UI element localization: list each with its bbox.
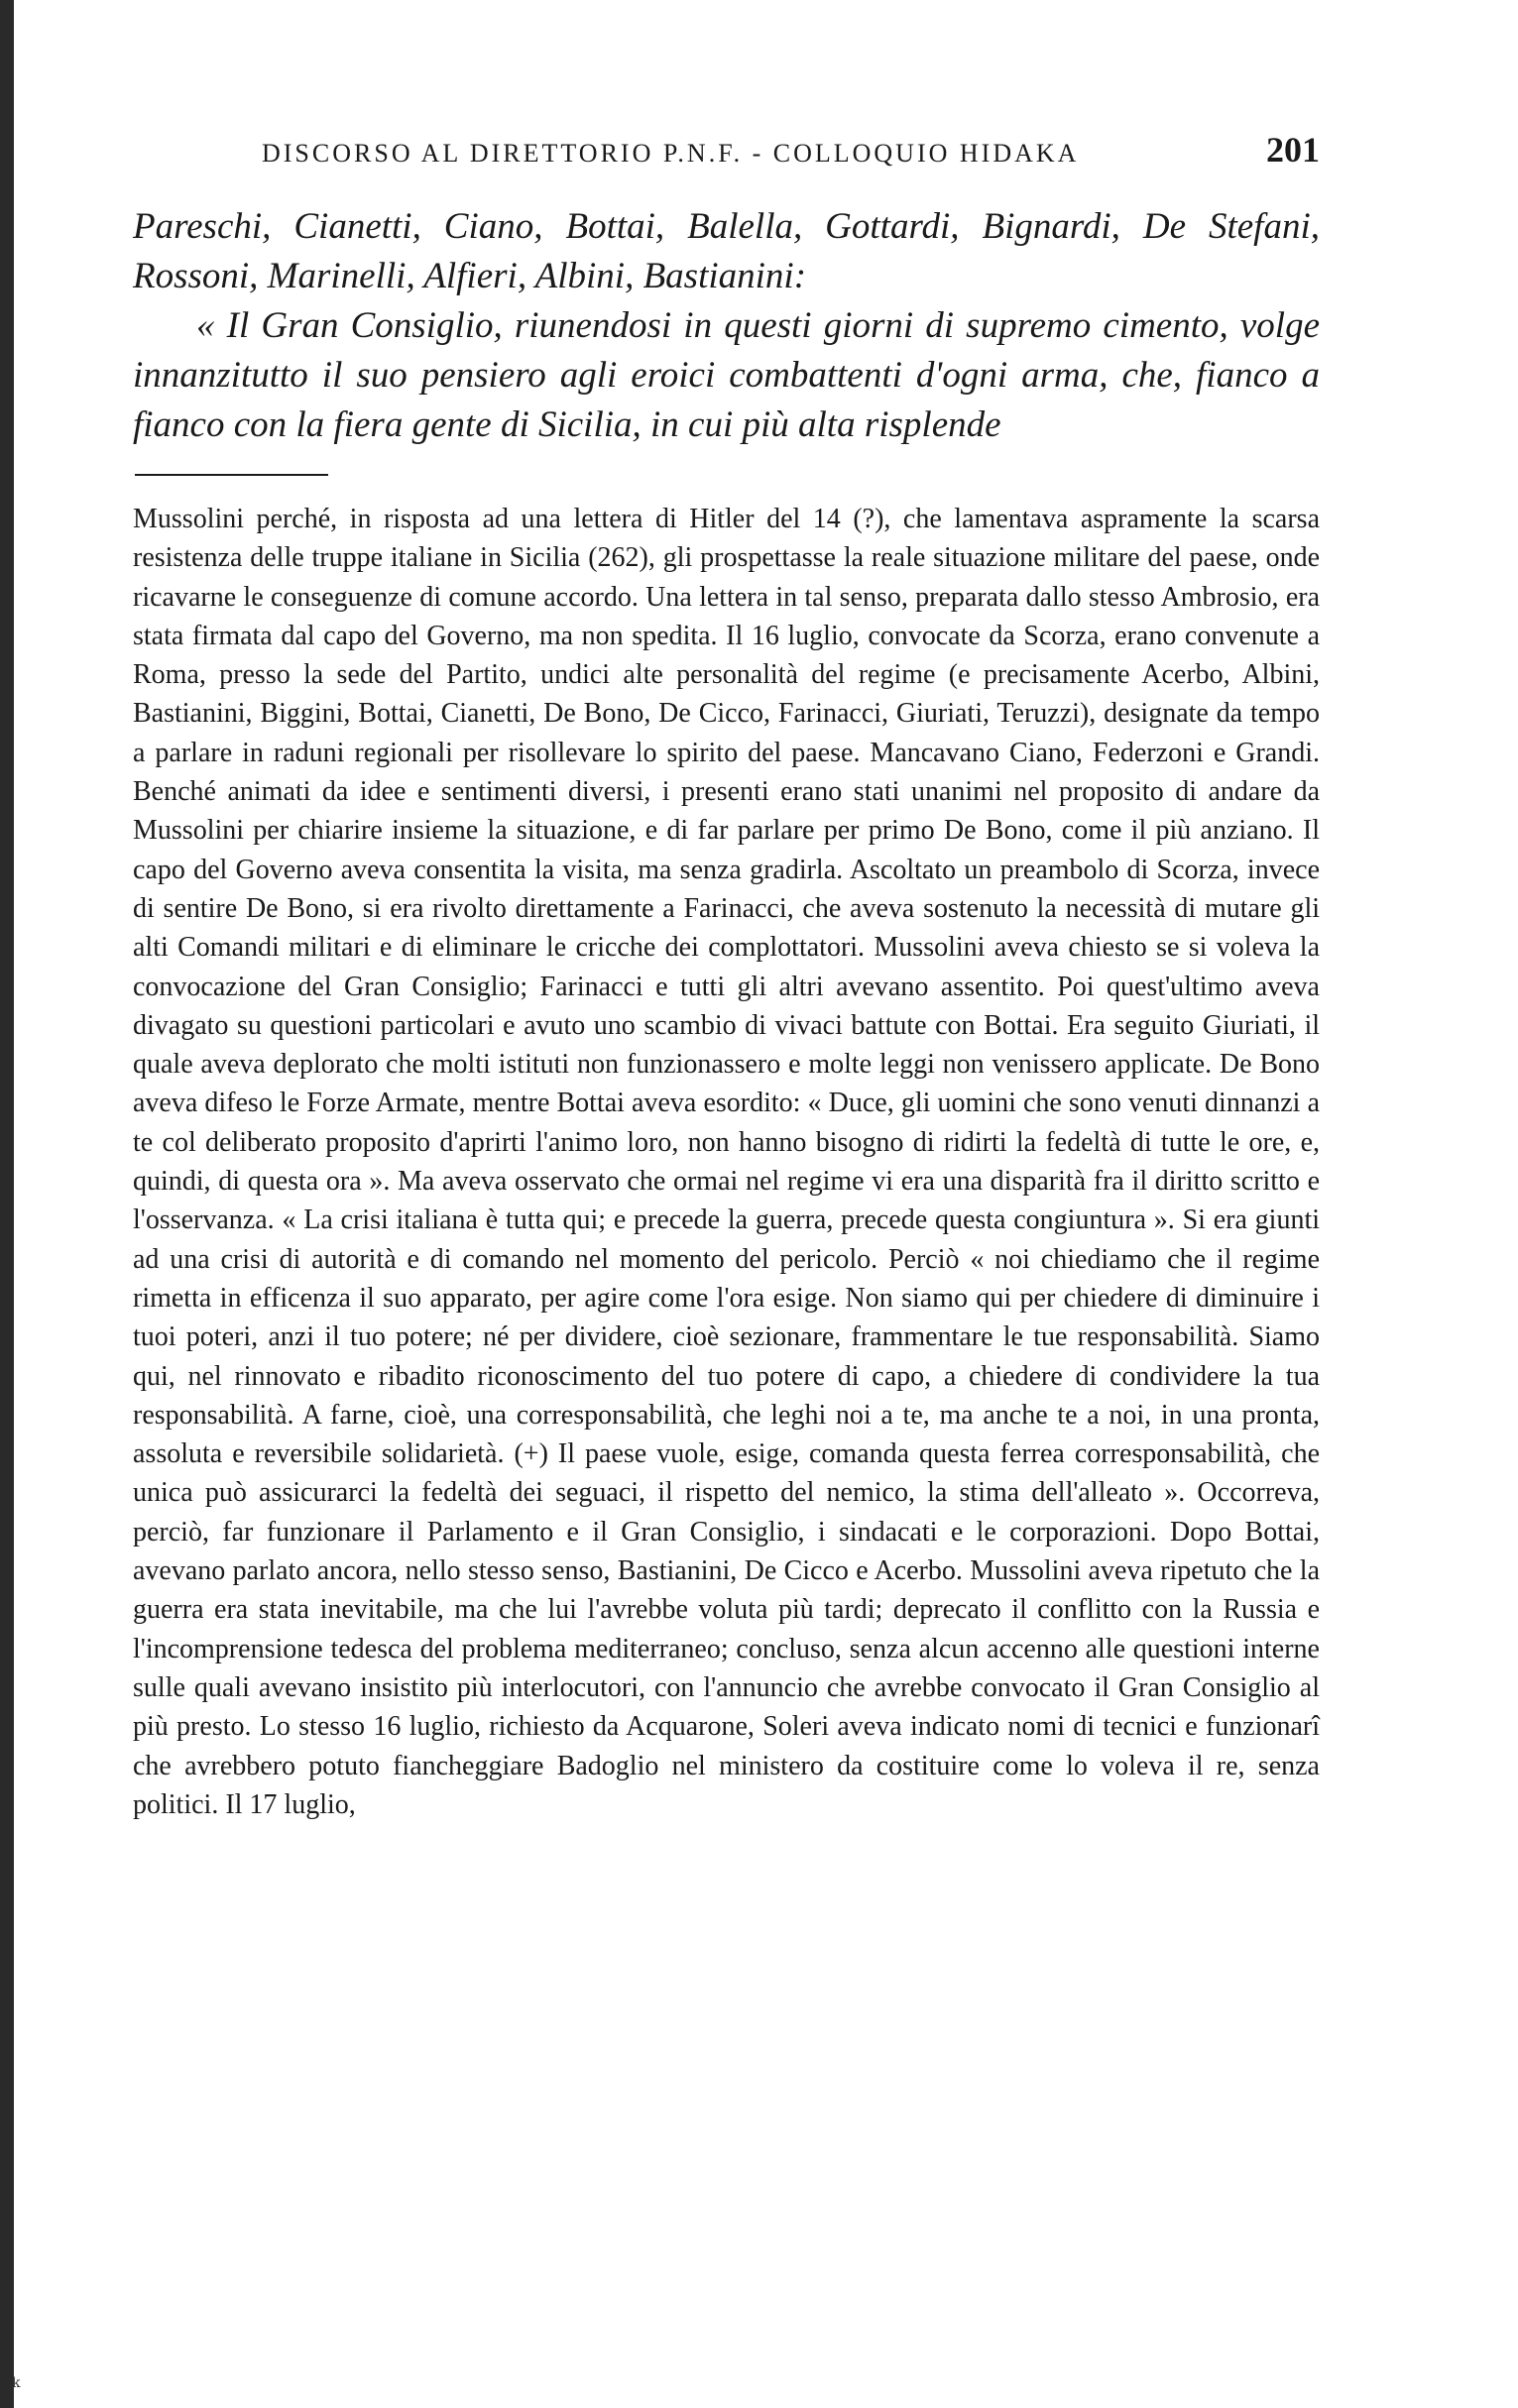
book-page	[133, 129, 1320, 1824]
quote-paragraph: « Il Gran Consiglio, riunendosi in questi giorni di supremo cimento, volge innanzitutto il suo pensiero agli eroici combattenti d'ogni arma, che, fianco a fianco con la fiera gente di Sicilia, in cui più alta risplende	[133, 305, 1320, 445]
footnote-divider	[135, 474, 328, 476]
main-text	[133, 202, 1320, 450]
footnote-text: Mussolini perché, in risposta ad una lettera di Hitler del 14 (?), che lamentava aspramente la scarsa resistenza delle truppe italiane in Sicilia (262), gli prospettasse la reale situazione militare del paese, onde ricavarne le conseguenze di comune accordo. Una lettera in tal senso, preparata dallo stesso Ambrosio, era stata firmata dal capo del Governo, ma non spedita. Il 16 luglio, convocate da Scorza, erano convenute a Roma, presso la sede del Partito, undici alte personalità del regime (e precisamente Acerbo, Albini, Bastianini, Biggini, Bottai, Cianetti, De Bono, De Cicco, Farinacci, Giuriati, Teruzzi), designate da tempo a parlare in raduni regionali per risollevare lo spirito del paese. Mancavano Ciano, Federzoni e Grandi. Benché animati da idee e sentimenti diversi, i presenti erano stati unanimi nel proposito di andare da Mussolini per chiarire insieme la situazione, e di far parlare per primo De Bono, come il più anziano. Il capo del Governo aveva consentita la visita, ma senza gradirla. Ascoltato un preambolo di Scorza, invece di sentire De Bono, si era rivolto direttamente a Farinacci, che aveva sostenuto la necessità di mutare gli alti Comandi militari e di eliminare le cricche dei complottatori. Mussolini aveva chiesto se si voleva la convocazione del Gran Consiglio; Farinacci e tutti gli altri avevano assentito. Poi quest'ultimo aveva divagato su questioni particolari e avuto uno scambio di vivaci battute con Bottai. Era seguito Giuriati, il quale aveva deplorato che molti istituti non funzionassero e molte leggi non venissero applicate. De Bono aveva difeso le Forze Armate, mentre Bottai aveva esordito: « Duce, gli uomini che sono venuti dinnanzi a te col deliberato proposito d'aprirti l'animo loro, non hanno bisogno di ridirti la fedeltà di tutte le ore, e, quindi, di questa ora ». Ma aveva osservato che ormai nel regime vi era una disparità fra il diritto scritto e l'osservanza. « La crisi italiana è tutta qui; e precede la guerra, precede questa congiuntura ». Si era giunti ad una crisi di autorità e di comando nel momento del pericolo. Perciò « noi chiediamo che il regime rimetta in efficenza il suo apparato, per agire come l'ora esige. Non siamo qui per chiedere di diminuire i tuoi poteri, anzi il tuo potere; né per dividere, cioè sezionare, frammentare le tue responsabilità. Siamo qui, nel rinnovato e ribadito riconoscimento del tuo potere di capo, a chiedere di condividere la tua responsabilità. A farne, cioè, una corresponsabilità, che leghi noi a te, ma anche te a noi, in una pronta, assoluta e reversibile solidarietà. (+) Il paese vuole, esige, comanda questa ferrea corresponsabilità, che unica può assicurarci la fedeltà dei seguaci, il rispetto del nemico, la stima dell'alleato ». Occorreva, perciò, far funzionare il Parlamento e il Gran Consiglio, i sindacati e le corporazioni. Dopo Bottai, avevano parlato ancora, nello stesso senso, Bastianini, De Cicco e Acerbo. Mussolini aveva ripetuto che la guerra era stata inevitabile, ma che lui l'avrebbe voluta più tardi; deprecato il conflitto con la Russia e l'incomprensione tedesca del problema mediterraneo; concluso, senza alcun accenno alle questioni interne sulle quali avevano insistito più interlocutori, con l'annuncio che avrebbe convocato il Gran Consiglio al più presto. Lo stesso 16 luglio, richiesto da Acquarone, Soleri aveva indicato nomi di tecnici e funzionarî che avrebbero potuto fiancheggiare Badoglio nel ministero da costituire come lo voleva il re, senza politici. Il 17 luglio,	[133, 504, 1320, 1820]
running-head: DISCORSO AL DIRETTORIO P.N.F. - COLLOQUIO HIDAKA	[262, 139, 1080, 168]
page-binding-edge	[0, 0, 14, 2408]
page-header	[133, 129, 1320, 188]
names-paragraph: Pareschi, Cianetti, Ciano, Bottai, Balella, Gottardi, Bignardi, De Stefani, Rossoni, Marinelli, Alfieri, Albini, Bastianini:	[133, 206, 1320, 296]
page-number: 201	[1266, 130, 1320, 170]
scan-mark: k	[12, 2375, 21, 2391]
